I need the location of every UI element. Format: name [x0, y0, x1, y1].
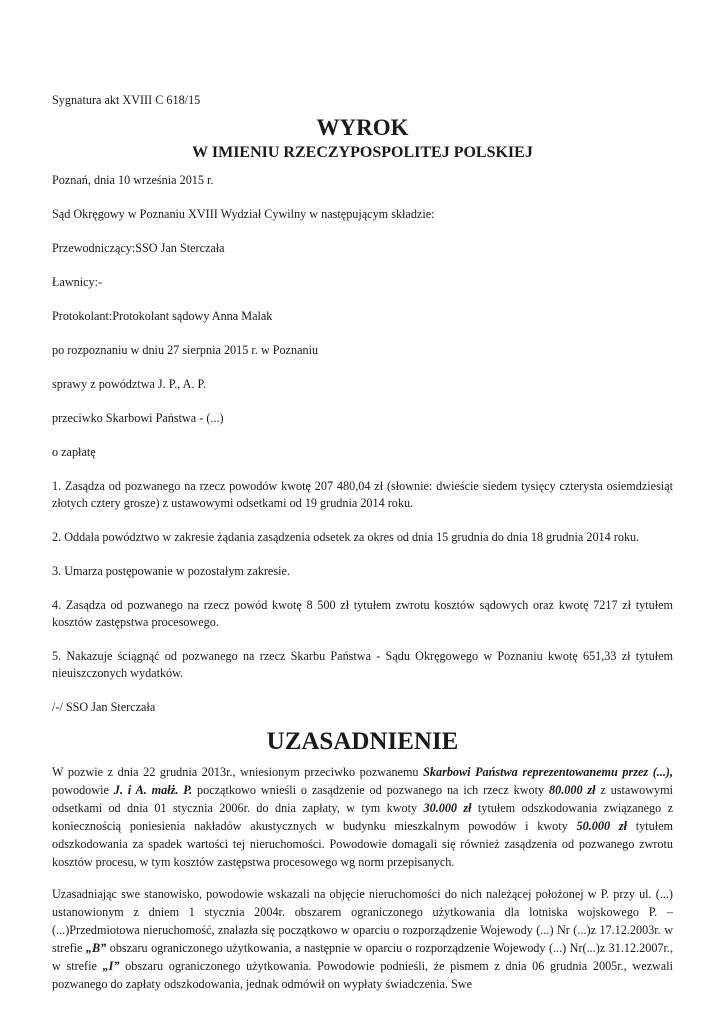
ruling-item: 2. Oddala powództwo w zakresie żądania zasądzenia odsetek za okres od dnia 15 grudnia do dnia 18 grudnia 2014 roku. — [52, 530, 640, 544]
court-composition: Sąd Okręgowy w Poznaniu XVIII Wydział Cywilny w następującym składzie: — [52, 207, 435, 221]
ruling-item: 1. Zasądza od pozwanego na rzecz powodów kwotę 207 480,04 zł (słownie: dwieście siedem tysięcy czterysta osiemdziesiąt złotych cztery grosze) z ustawowymi odsetkami od 19 grudnia 2014 roku. — [52, 479, 673, 510]
text-run: tytułem odszkodowania związanego z koniecznością poniesienia nakładów akustycznych w budynku mieszkalnym powodów i kwoty — [52, 801, 673, 833]
amount-acoustic: 30.000 zł — [423, 801, 472, 815]
text-run: początkowo wnieśli o zasądzenie od pozwanego na ich rzecz kwoty — [192, 783, 550, 797]
text-run: z ustawowymi odsetkami od dnia 01 stycznia 2006r. do dnia zapłaty, w tym kwoty — [52, 783, 673, 815]
justification-heading: UZASADNIENIE — [266, 728, 459, 755]
justification-paragraph-2 — [52, 885, 673, 993]
court-clerk: Protokolant:Protokolant sądowy Anna Malak — [52, 309, 273, 323]
defendant-name: Skarbowi Państwa reprezentowanemu przez (...), — [423, 765, 673, 779]
zone-b: „B” — [85, 941, 107, 955]
plaintiffs-name: J. i A. małż. P. — [113, 783, 193, 797]
case-signature: Sygnatura akt XVIII C 618/15 — [52, 93, 201, 107]
text-run: obszaru ograniczonego użytkowania. Powodowie podnieśli, że pismem z dnia 06 grudnia 2005r., wezwali pozwanego do zapłaty odszkodowania, jednak odmówił on wypłaty świadczenia. Swe — [52, 959, 673, 991]
text-run: powodowie — [52, 783, 114, 797]
judge-signature: /-/ SSO Jan Sterczała — [52, 700, 156, 714]
text-run: tytułem odszkodowania za spadek wartości tej nieruchomości. Powodowie domagali się również zasądzenia od pozwanego zwrotu kosztów procesu, w tym kosztów zastępstwa procesowego wg norm przepisanych. — [52, 819, 673, 869]
judgment-title: WYROK — [316, 115, 409, 140]
amount-total: 80.000 zł — [549, 783, 596, 797]
case-defendant: przeciwko Skarbowi Państwa - (...) — [52, 411, 224, 425]
text-run: obszaru ograniczonego użytkowania, a następnie w oparciu o rozporządzenie Wojewody (...) Nr(...)z 31.12.2007r., w strefie — [52, 941, 673, 973]
case-subject: o zapłatę — [52, 445, 96, 459]
justification-paragraph-1 — [52, 763, 673, 871]
ruling-item: 5. Nakazuje ściągnąć od pozwanego na rzecz Skarbu Państwa - Sądu Okręgowego w Poznaniu kwotę 651,33 zł tytułem nieuiszczonych wydatków. — [52, 649, 673, 680]
place-date: Poznań, dnia 10 września 2015 r. — [52, 173, 214, 187]
lay-judges: Ławnicy:- — [52, 275, 103, 289]
text-run: W pozwie z dnia 22 grudnia 2013r., wniesionym przeciwko pozwanemu — [52, 765, 424, 779]
case-plaintiffs: sprawy z powództwa J. P., A. P. — [52, 377, 207, 391]
judgment-subtitle: W IMIENIU RZECZYPOSPOLITEJ POLSKIEJ — [192, 144, 533, 161]
ruling-item: 4. Zasądza od pozwanego na rzecz powód kwotę 8 500 zł tytułem zwrotu kosztów sądowych oraz kwotę 7217 zł tytułem kosztów zastępstwa procesowego. — [52, 598, 673, 629]
amount-value-loss: 50.000 zł — [576, 819, 627, 833]
text-run: Uzasadniając swe stanowisko, powodowie wskazali na objęcie nieruchomości do nich należącej położonej w P. przy ul. (...) ustanowionym z dniem 1 stycznia 2004r. obszarem ograniczonego użytkowania dla lotniska wojskowego P. – (...)Przedmiotowa nieruchomość, znalazła się początkowo w oparciu o rozporządzenie Wojewody (...) Nr (...)z 17.12.2003r. w strefie — [52, 887, 673, 955]
zone-i: „I” — [102, 959, 120, 973]
ruling-item: 3. Umarza postępowanie w pozostałym zakresie. — [52, 564, 290, 578]
hearing-date: po rozpoznaniu w dniu 27 sierpnia 2015 r. w Poznaniu — [52, 343, 319, 357]
presiding-judge: Przewodniczący:SSO Jan Sterczała — [52, 241, 225, 255]
